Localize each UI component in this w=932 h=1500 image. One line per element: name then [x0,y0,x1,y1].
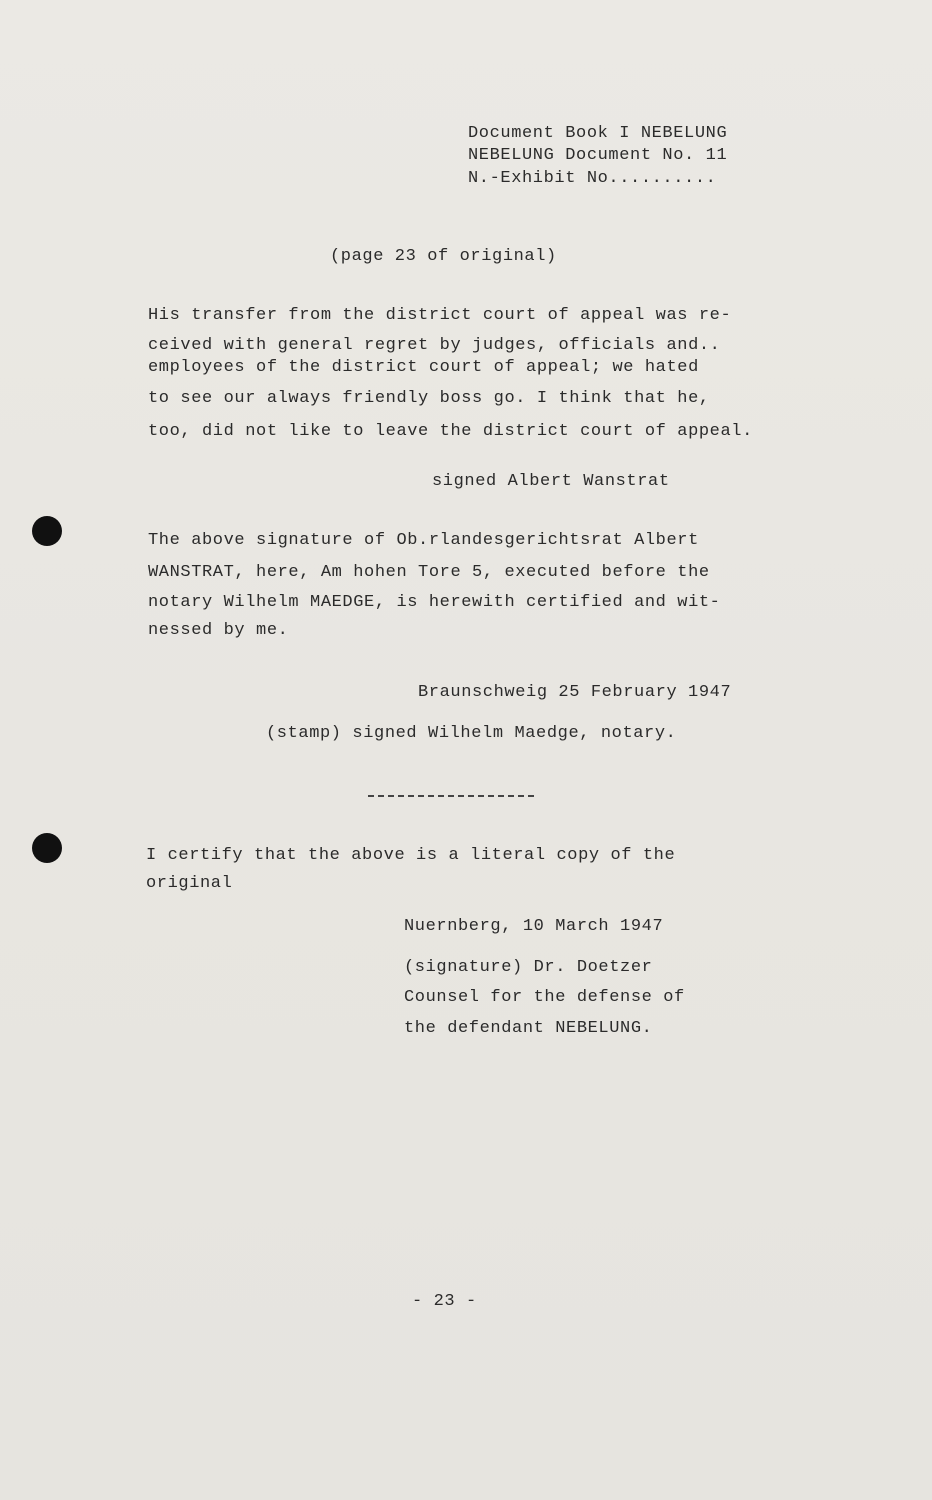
signature-wanstrat: signed Albert Wanstrat [432,472,670,491]
paragraph-line: I certify that the above is a literal copy of the [146,846,676,865]
paragraph-line: too, did not like to leave the district court of appeal. [148,422,753,441]
paragraph-line: nessed by me. [148,621,289,640]
punch-hole [32,833,62,863]
paragraph-line: The above signature of Ob.rlandesgerichtsrat Albert [148,531,699,550]
paragraph-line: original [146,874,233,893]
paragraph-line: notary Wilhelm MAEDGE, is herewith certified and wit- [148,593,721,612]
paragraph-line: WANSTRAT, here, Am hohen Tore 5, executed before the [148,563,710,582]
divider-line [368,795,534,797]
paragraph-line: to see our always friendly boss go. I think that he, [148,389,710,408]
place-date-nuernberg: Nuernberg, 10 March 1947 [404,917,664,936]
header-line-exhibit-no: N.-Exhibit No.......... [468,169,717,188]
paragraph-line: His transfer from the district court of appeal was re- [148,306,732,325]
paragraph-line: employees of the district court of appeal; we hated [148,358,699,377]
signature-line: (signature) Dr. Doetzer [404,958,653,977]
stamp-signature-line: (stamp) signed Wilhelm Maedge, notary. [266,724,677,743]
header-line-document-no: NEBELUNG Document No. 11 [468,146,728,165]
paragraph-line: ceived with general regret by judges, officials and.. [148,336,721,355]
page-number: - 23 - [412,1292,477,1311]
signature-line: Counsel for the defense of [404,988,685,1007]
signature-line: the defendant NEBELUNG. [404,1019,653,1038]
page-reference: (page 23 of original) [330,247,557,266]
header-line-book: Document Book I NEBELUNG [468,124,728,143]
place-date-braunschweig: Braunschweig 25 February 1947 [418,683,732,702]
punch-hole [32,516,62,546]
